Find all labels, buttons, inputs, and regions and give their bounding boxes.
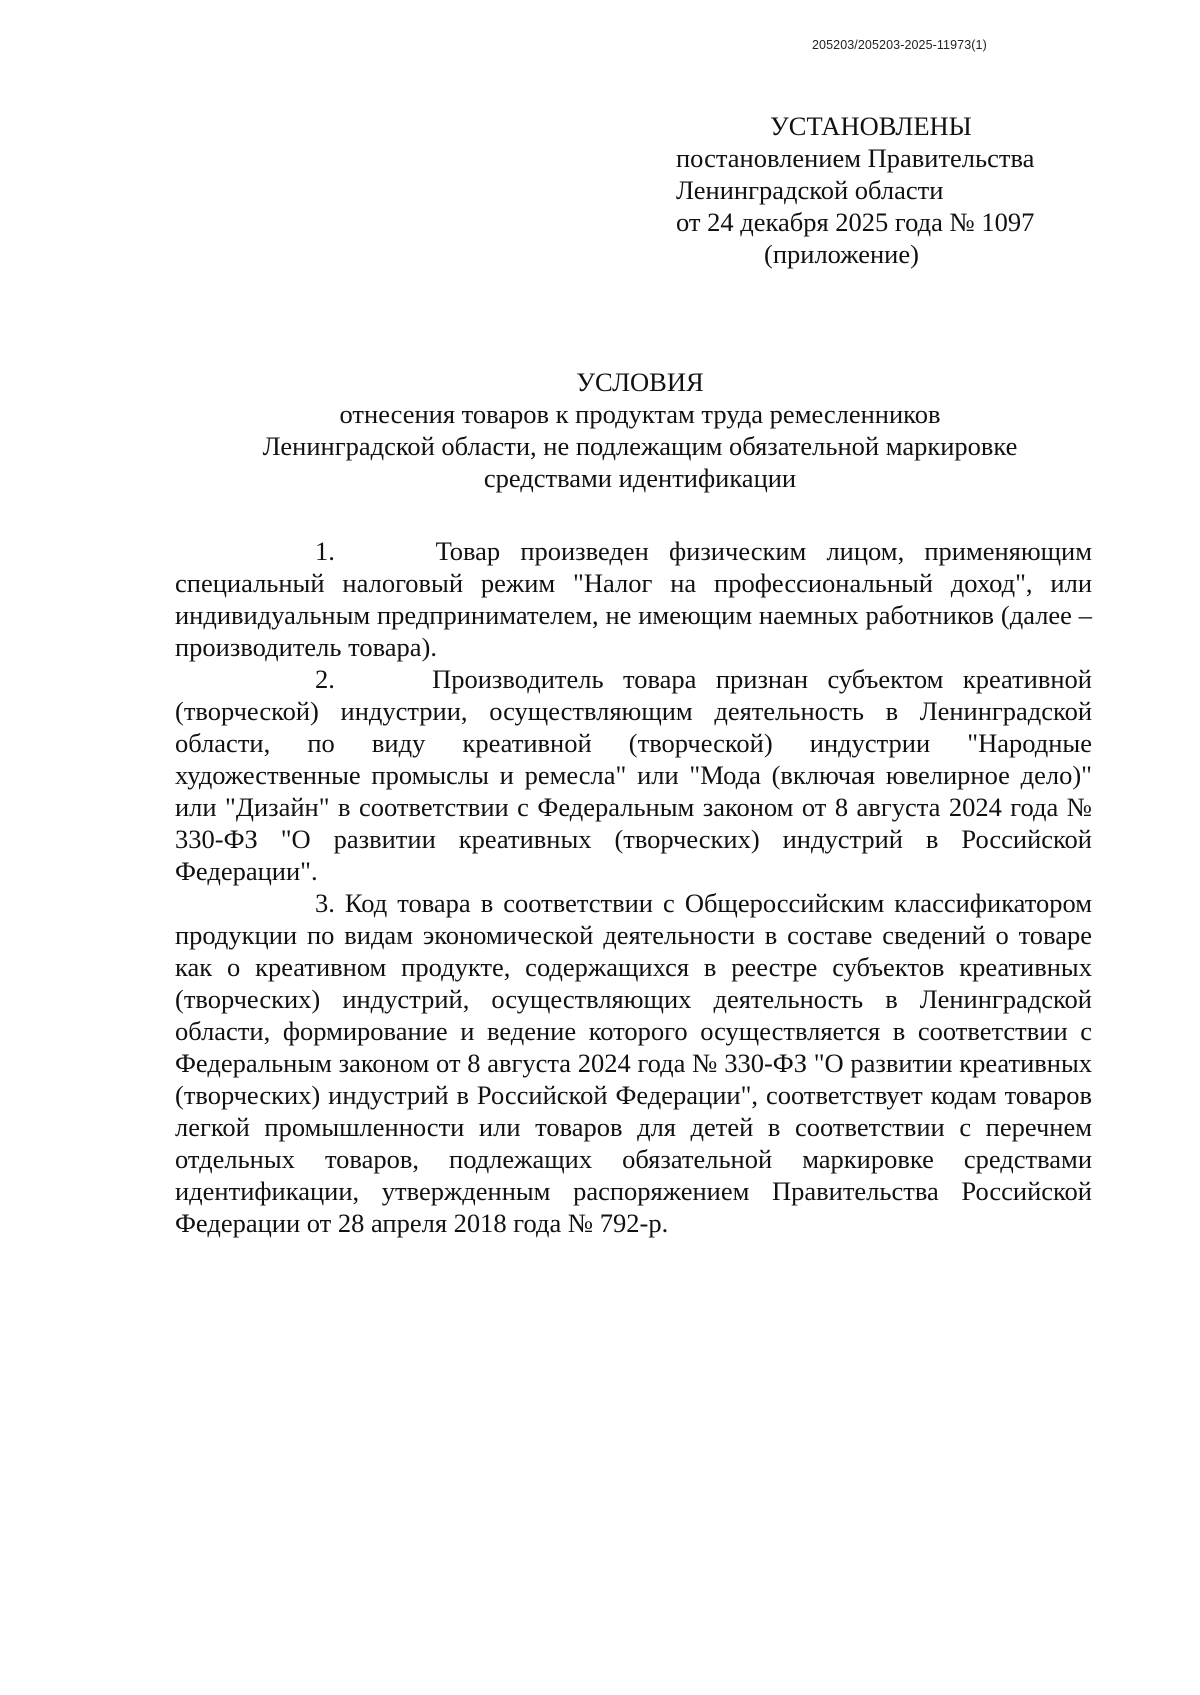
paragraph-1-text: Товар произведен физическим лицом, применяющим специальный налоговый режим "Налог на профессиональный доход", или индивидуальным предпринимателем, не имеющим наемных работников (далее – производитель товара). xyxy=(175,536,1092,662)
document-title: УСЛОВИЯ xyxy=(576,367,704,397)
approval-line-2: Ленинградской области xyxy=(676,175,944,205)
document-registration-number: 205203/205203-2025-11973(1) xyxy=(812,38,987,52)
approval-heading: УСТАНОВЛЕНЫ xyxy=(770,111,972,141)
paragraph-2-number: 2. xyxy=(315,664,335,694)
document-title-block xyxy=(0,366,1200,494)
approval-line-3: от 24 декабря 2025 года № 1097 xyxy=(676,207,1035,237)
approval-line-1: постановлением Правительства xyxy=(676,143,1035,173)
paragraph-1-number: 1. xyxy=(315,536,335,566)
approval-stamp-block xyxy=(676,110,1076,270)
paragraph-3-text: Код товара в соответствии с Общероссийским классификатором продукции по видам экономической деятельности в составе сведений о товаре как о креативном продукте, содержащихся в реестре субъектов креативных (творческих) индустрий, осуществляющих деятельность в Ленинградской области, формирование и ведение которого осуществляется в соответствии с Федеральным законом от 8 августа 2024 года № 330-ФЗ "О развитии креативных (творческих) индустрий в Российской Федерации", соответствует кодам товаров легкой промышленности или товаров для детей в соответствии с перечнем отдельных товаров, подлежащих обязательной маркировке средствами идентификации, утвержденным распоряжением Правительства Российской Федерации от 28 апреля 2018 года № 792-р. xyxy=(175,888,1092,1238)
paragraph-1 xyxy=(175,535,1092,663)
document-subtitle-line-1: отнесения товаров к продуктам труда ремесленников xyxy=(339,399,941,429)
document-body xyxy=(175,535,1092,1239)
document-subtitle-line-3: средствами идентификации xyxy=(483,463,797,493)
paragraph-3 xyxy=(175,887,1092,1239)
paragraph-3-number: 3. xyxy=(315,888,335,918)
paragraph-2 xyxy=(175,663,1092,887)
paragraph-2-text: Производитель товара признан субъектом креативной (творческой) индустрии, осуществляющим деятельность в Ленинградской области, по виду креативной (творческой) индустрии "Народные художественные промыслы и ремесла" или "Мода (включая ювелирное дело)" или "Дизайн" в соответствии с Федеральным законом от 8 августа 2024 года № 330-ФЗ "О развитии креативных (творческих) индустрий в Российской Федерации". xyxy=(175,664,1092,886)
approval-annex: (приложение) xyxy=(764,239,919,269)
document-subtitle-line-2: Ленинградской области, не подлежащим обязательной маркировке xyxy=(262,431,1018,461)
